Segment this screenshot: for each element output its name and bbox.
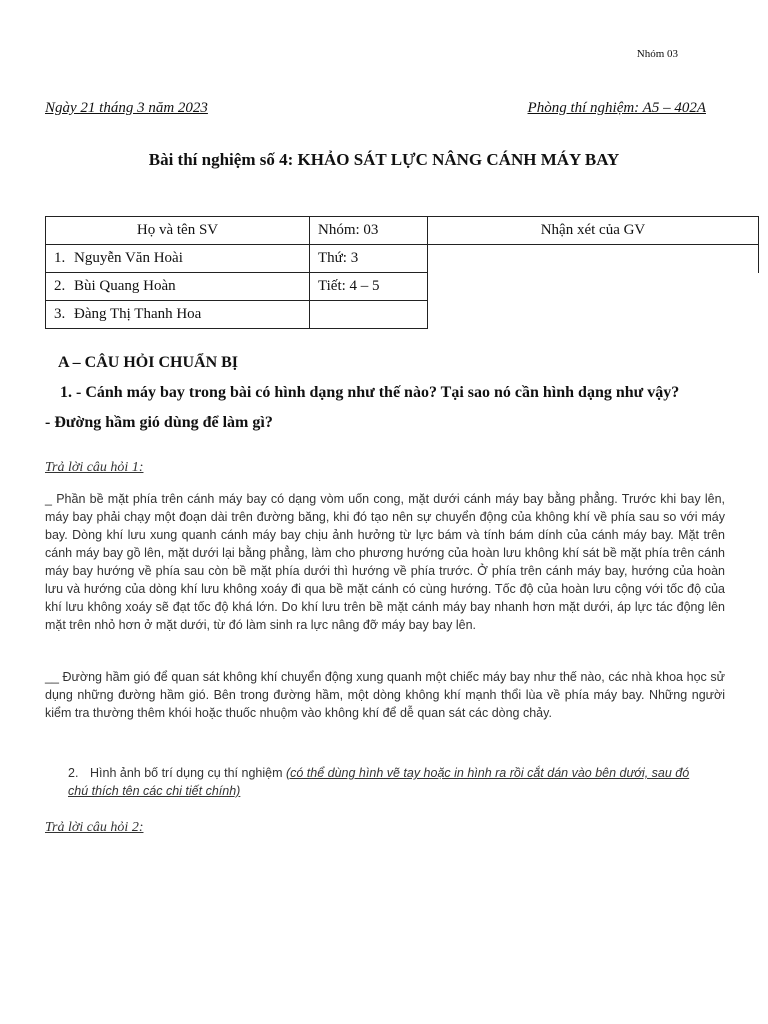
question-2 xyxy=(68,764,708,800)
col-comment-header: Nhận xét của GV xyxy=(428,217,759,245)
day-cell: Thứ: 3 xyxy=(310,245,428,273)
table-header-row xyxy=(46,217,759,245)
period-cell: Tiết: 4 – 5 xyxy=(310,273,428,301)
table-row xyxy=(46,301,759,329)
question-2-number: 2. xyxy=(68,766,79,780)
student-cell xyxy=(46,301,310,329)
question-2-note: (có thể dùng hình vẽ tay hoặc in hình ra rồi cắt dán vào bên dưới, sau đó chú thích tên các chi tiết chính) xyxy=(68,766,690,798)
question-2-text: Hình ảnh bố trí dụng cụ thí nghiệm xyxy=(90,766,286,780)
student-number: 2. xyxy=(54,278,66,294)
lab-header: Phòng thí nghiệm: A5 – 402A xyxy=(527,100,706,116)
student-name: Bùi Quang Hoàn xyxy=(74,278,176,294)
student-number: 3. xyxy=(54,306,66,322)
answer-2-label: Trả lời câu hỏi 2: xyxy=(45,820,144,835)
document-title: Bài thí nghiệm số 4: KHẢO SÁT LỰC NÂNG CÁNH MÁY BAY xyxy=(148,150,620,169)
group-label: Nhóm 03 xyxy=(636,48,678,60)
comment-cell xyxy=(428,245,759,273)
student-name: Đàng Thị Thanh Hoa xyxy=(74,306,202,322)
question-1-line-1: 1. - Cánh máy bay trong bài có hình dạng như thế nào? Tại sao nó cần hình dạng như vậy? xyxy=(60,384,680,401)
date-header: Ngày 21 tháng 3 năm 2023 xyxy=(45,100,208,116)
answer-1-paragraph-2: __ Đường hầm gió để quan sát không khí chuyển động xung quanh một chiếc máy bay như thế nào, các nhà khoa học sử dụng những đường hầm gió. Bên trong đường hầm, một dòng không khí mạnh thổi lùa về phía máy bay. Những người kiểm tra thường thêm khói hoặc thuốc nhuộm vào không khí để dễ quan sát các dòng chảy. xyxy=(45,670,725,720)
col-group-header: Nhóm: 03 xyxy=(310,217,428,245)
empty-cell xyxy=(310,301,428,329)
student-number: 1. xyxy=(54,250,66,266)
table-row xyxy=(46,245,759,273)
student-info-table xyxy=(45,216,759,329)
answer-1-paragraph-1: _ Phần bề mặt phía trên cánh máy bay có dạng vòm uốn cong, mặt dưới cánh máy bay bằng phẳng. Trước khi bay lên, máy bay phải chạy một đoạn dài trên đường băng, khi đó tạo nên sự chuyển động của không khí về phía sau so với máy bay. Dòng khí lưu xung quanh cánh máy bay chịu ảnh hưởng từ lực bám và tính bám dính của cánh máy bay. Mặt trên cánh máy bay gồ lên, mặt dưới lại bằng phẳng, làm cho phương hướng của hoàn lưu không khí sát bề mặt phía trên cánh máy bay hướng về phía sau còn bề mặt phía dưới thì hướng về phía trước. Ở phía trên cánh máy bay, hướng của hoàn lưu và hướng của dòng khí lưu không xoáy đi qua bề mặt cánh có cùng hướng. Tốc độ của hoàn lưu cộng với tốc độ của khí lưu không xoáy sẽ đạt tốc độ khá lớn. Do khí lưu trên bề mặt cánh máy bay nhanh hơn mặt dưới, áp lực tác động lên mặt trên nhỏ hơn ở mặt dưới, từ đó làm sinh ra lực nâng đỡ máy bay bay lên. xyxy=(45,492,725,632)
student-cell xyxy=(46,273,310,301)
question-1-line-2: - Đường hầm gió dùng để làm gì? xyxy=(45,414,273,431)
table-row xyxy=(46,273,759,301)
answer-1-label: Trả lời câu hỏi 1: xyxy=(45,460,144,475)
student-name: Nguyễn Văn Hoài xyxy=(74,250,183,266)
col-name-header: Họ và tên SV xyxy=(46,217,310,245)
section-a-heading: A – CÂU HỎI CHUẨN BỊ xyxy=(58,354,239,371)
student-cell xyxy=(46,245,310,273)
